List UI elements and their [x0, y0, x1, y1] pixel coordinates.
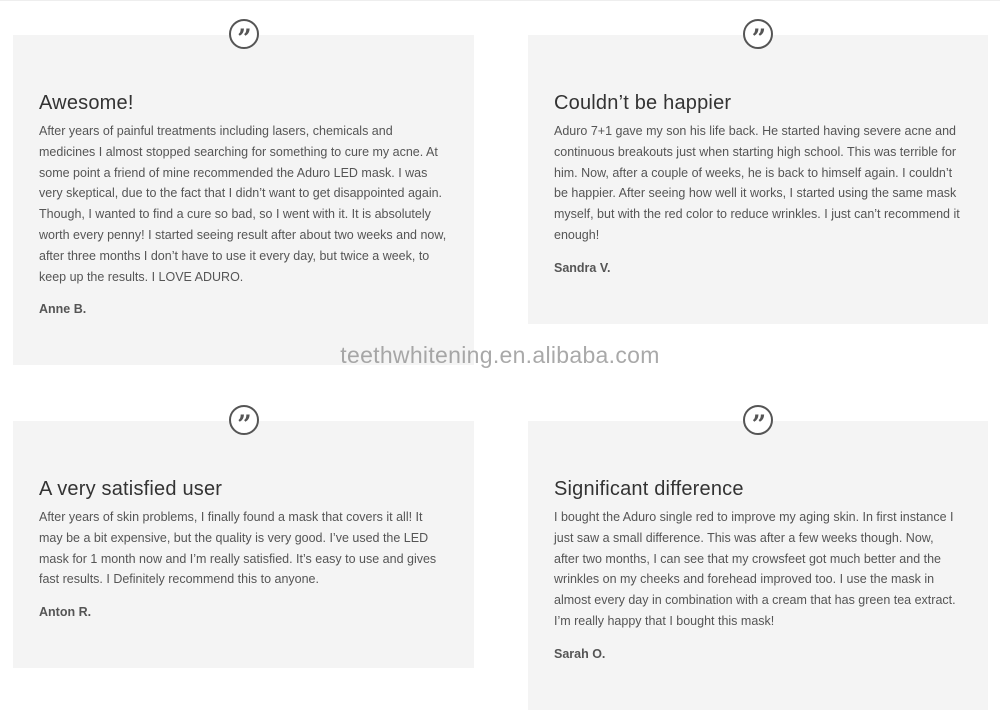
testimonial-card	[13, 23, 474, 365]
quote-icon: ”	[743, 405, 773, 435]
testimonial-title: Couldn’t be happier	[554, 92, 732, 114]
testimonial-author: Sandra V.	[554, 260, 611, 275]
testimonial-author: Anne B.	[39, 302, 87, 317]
quote-icon: ”	[229, 19, 259, 49]
testimonial-title: A very satisfied user	[39, 478, 223, 500]
watermark: teethwhitening.en.alibaba.com	[340, 342, 660, 368]
testimonial-title: Significant difference	[554, 478, 744, 500]
quote-icon: ”	[229, 405, 259, 435]
top-divider	[0, 0, 1000, 1]
testimonial-author: Sarah O.	[554, 646, 606, 661]
testimonial-title: Awesome!	[39, 92, 134, 114]
testimonial-text: After years of painful treatments including lasers, chemicals and medicines I almost stopped searching for something to cure my acne. At some point a friend of mine recommended the Aduro LED mask. I was very skeptical, due to the fact that I didn’t want to get disappointed again. Though, I wanted to find a cure so bad, so I went with it. It is absolutely worth every penny! I started seeing result after about two weeks and now, after three months I don’t have to use it every day, but twice a week, to keep up the results. I LOVE ADURO.	[39, 124, 447, 284]
quote-icon: ”	[743, 19, 773, 49]
testimonial-text: I bought the Aduro single red to improve my aging skin. In first instance I just saw a small difference. This was after a few weeks though. Now, after two months, I can see that my crowsfeet got much better and the wrinkles on my cheeks and forehead improved too. I use the mask in almost every day in combination with a cream that has green tea extract. I’m really happy that I bought this mask!	[554, 510, 956, 628]
testimonial-text: After years of skin problems, I finally found a mask that covers it all! It may be a bit expensive, but the quality is very good. I’ve used the LED mask for 1 month now and I’m really satisfied. It’s easy to use and gives fast results. I Definitely recommend this to anyone.	[39, 510, 437, 587]
testimonial-text: Aduro 7+1 gave my son his life back. He started having severe acne and continuous breakouts just when starting high school. This was terrible for him. Now, after a couple of weeks, he is back to himself again. I couldn’t be happier. After seeing how well it works, I started using the same mask myself, but with the red color to reduce wrinkles. I just can’t recommend it enough!	[554, 124, 960, 242]
testimonial-author: Anton R.	[39, 605, 92, 620]
testimonial-card	[528, 409, 988, 710]
testimonial-card	[13, 409, 474, 668]
testimonial-card	[528, 23, 988, 324]
